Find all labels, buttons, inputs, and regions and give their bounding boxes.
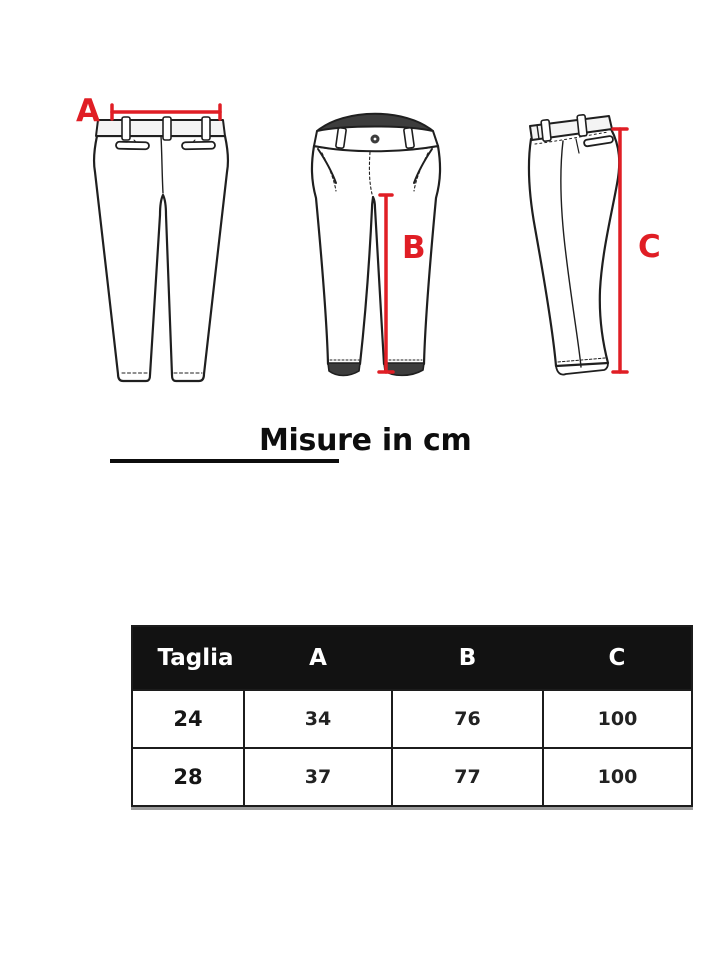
size-table-row xyxy=(132,690,692,748)
cell-c: 100 xyxy=(543,690,692,748)
column-header-c: C xyxy=(543,626,692,690)
cell-taglia: 24 xyxy=(132,690,244,748)
pants-back-view-illustration xyxy=(94,117,228,381)
pants-side-view-illustration xyxy=(529,115,619,375)
page-title: Misure in cm xyxy=(259,423,472,458)
column-header-a: A xyxy=(244,626,392,690)
cell-taglia: 28 xyxy=(132,748,244,806)
size-table-row xyxy=(132,748,692,806)
column-header-taglia: Taglia xyxy=(132,626,244,690)
cell-a: 34 xyxy=(244,690,392,748)
cell-b: 77 xyxy=(392,748,543,806)
measurement-label-b: B xyxy=(402,230,426,266)
cell-a: 37 xyxy=(244,748,392,806)
size-table-header-row xyxy=(132,626,692,690)
cell-b: 76 xyxy=(392,690,543,748)
column-header-b: B xyxy=(392,626,543,690)
measurement-label-c: C xyxy=(638,229,661,265)
title-underline xyxy=(110,459,339,463)
cell-c: 100 xyxy=(543,748,692,806)
size-table xyxy=(131,625,693,807)
measurement-label-a: A xyxy=(76,93,100,129)
